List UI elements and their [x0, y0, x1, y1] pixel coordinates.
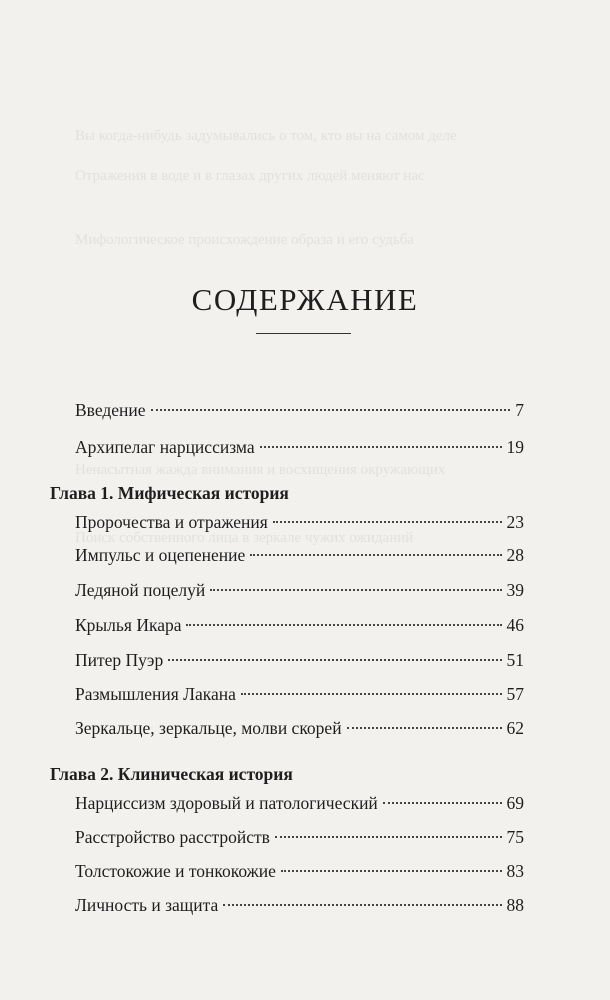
toc-entry-label: Крылья Икара — [75, 615, 182, 635]
toc-entry-label: Введение — [75, 400, 146, 420]
toc-page-number: 39 — [506, 580, 524, 600]
toc-entry[interactable] — [75, 893, 524, 917]
page-title: СОДЕРЖАНИЕ — [191, 282, 419, 317]
toc-page-number: 88 — [506, 895, 524, 915]
toc-entry[interactable] — [75, 682, 524, 706]
toc-entry-label: Пророчества и отражения — [75, 512, 268, 532]
chapter-heading: Глава 1. Мифическая история — [50, 483, 289, 503]
dot-leader — [347, 727, 502, 729]
bleed-through-text: Поиск собственного лица в зеркале чужих ожиданий — [75, 530, 414, 546]
toc-page-number: 7 — [515, 400, 524, 420]
toc-page-number: 69 — [506, 793, 524, 813]
toc-entry[interactable] — [75, 578, 524, 602]
dot-leader — [210, 589, 501, 591]
dot-leader — [223, 904, 501, 906]
toc-entry[interactable] — [75, 398, 524, 422]
bleed-through-text: Мифологическое происхождение образа и его судьба — [75, 232, 414, 248]
toc-entry[interactable] — [75, 648, 524, 672]
toc-entry-label: Размышления Лакана — [75, 684, 236, 704]
toc-entry[interactable] — [75, 791, 524, 815]
toc-page-number: 23 — [506, 512, 524, 532]
bleed-through-text: Вы когда-нибудь задумывались о том, кто вы на самом деле — [75, 128, 457, 144]
dot-leader — [250, 554, 501, 556]
toc-page-number: 62 — [506, 718, 524, 738]
toc-entry-label: Нарциссизм здоровый и патологический — [75, 793, 378, 813]
dot-leader — [275, 836, 502, 838]
toc-page-number: 57 — [506, 684, 524, 704]
title-divider — [256, 333, 351, 334]
toc-entry-label: Зеркальце, зеркальце, молви скорей — [75, 718, 342, 738]
toc-entry[interactable] — [75, 859, 524, 883]
toc-page-number: 46 — [506, 615, 524, 635]
toc-entry-label: Архипелаг нарциссизма — [75, 437, 255, 457]
toc-entry-label: Ледяной поцелуй — [75, 580, 206, 600]
toc-entry-label: Импульс и оцепенение — [75, 545, 246, 565]
toc-page-number: 51 — [506, 650, 524, 670]
toc-page-number: 19 — [506, 437, 524, 457]
bleed-through-text: Отражения в воде и в глазах других людей меняют нас — [75, 168, 425, 184]
toc-entry-label: Личность и защита — [75, 895, 219, 915]
toc-entry[interactable] — [75, 613, 524, 637]
dot-leader — [151, 409, 511, 411]
toc-entry-label: Питер Пуэр — [75, 650, 164, 670]
toc-page-number: 75 — [506, 827, 524, 847]
dot-leader — [186, 624, 501, 626]
toc-entry[interactable] — [75, 435, 524, 459]
chapter-heading: Глава 2. Клиническая история — [50, 764, 293, 784]
dot-leader — [383, 802, 502, 804]
dot-leader — [260, 446, 502, 448]
dot-leader — [168, 659, 501, 661]
toc-entry[interactable] — [75, 543, 524, 567]
toc-entry[interactable] — [75, 825, 524, 849]
toc-entry[interactable] — [75, 716, 524, 740]
bleed-through-text: Ненасытная жажда внимания и восхищения окружающих — [75, 462, 446, 478]
toc-entry-label: Толстокожие и тонкокожие — [75, 861, 276, 881]
toc-page-number: 83 — [506, 861, 524, 881]
dot-leader — [281, 870, 502, 872]
toc-page-number: 28 — [506, 545, 524, 565]
toc-entry-label: Расстройство расстройств — [75, 827, 270, 847]
dot-leader — [241, 693, 502, 695]
dot-leader — [273, 521, 502, 523]
toc-entry[interactable] — [75, 510, 524, 534]
